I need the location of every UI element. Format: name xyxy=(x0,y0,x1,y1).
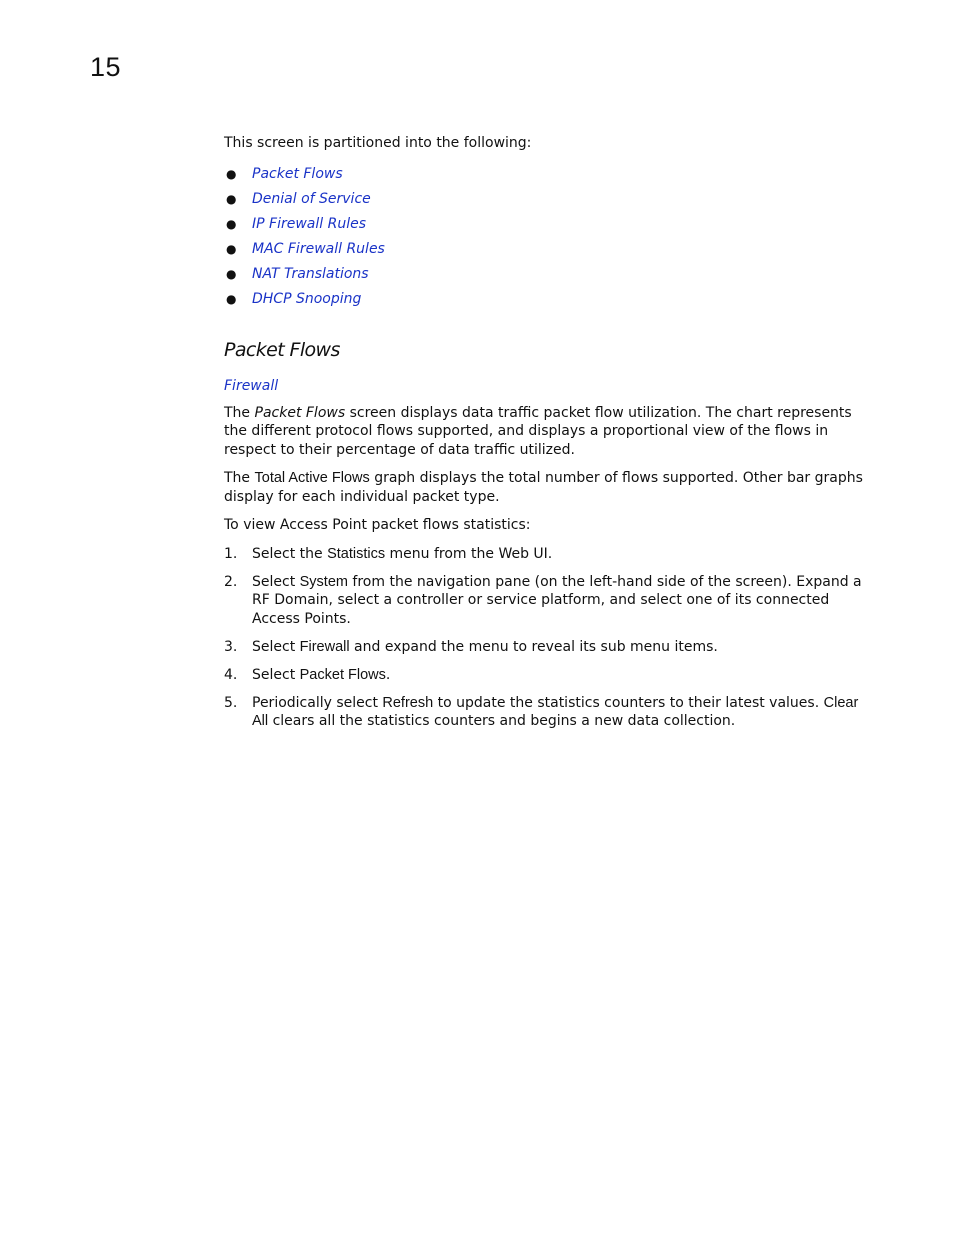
step-text: menu from the Web UI. xyxy=(385,545,553,562)
link-mac-firewall-rules[interactable]: MAC Firewall Rules xyxy=(252,240,385,257)
step-item xyxy=(224,638,874,657)
step-text: Select xyxy=(252,666,300,683)
bullet-icon: ● xyxy=(226,166,237,181)
step-number: 1. xyxy=(224,545,238,562)
ui-term: Refresh xyxy=(382,694,434,711)
step-text: Periodically select xyxy=(252,694,383,711)
step-number: 5. xyxy=(224,694,238,711)
paragraph-text: The xyxy=(224,404,255,421)
chapter-number: 15 xyxy=(90,52,122,82)
intro-text: This screen is partitioned into the following: xyxy=(224,135,532,151)
step-text: clears all the statistics counters and begins a new data collection. xyxy=(268,713,736,729)
step-text: . xyxy=(385,666,391,683)
bullet-icon: ● xyxy=(226,241,237,256)
link-ip-firewall-rules[interactable]: IP Firewall Rules xyxy=(252,215,366,232)
bullet-icon: ● xyxy=(226,291,237,306)
list-item xyxy=(224,187,874,212)
ui-term: Statistics xyxy=(327,545,386,562)
ui-term: System xyxy=(299,573,348,590)
step-number: 2. xyxy=(224,573,238,590)
ui-term: Firewall xyxy=(299,638,350,655)
step-text: and expand the menu to reveal its sub menu items. xyxy=(349,638,718,655)
step-number: 3. xyxy=(224,638,238,655)
step-text: Select xyxy=(252,573,300,590)
step-text: Select the xyxy=(252,545,328,562)
step-number: 4. xyxy=(224,666,238,683)
paragraph xyxy=(224,404,874,460)
step-item xyxy=(224,694,874,731)
paragraph xyxy=(224,469,874,506)
ui-term: Packet Flows xyxy=(299,666,386,683)
link-firewall[interactable]: Firewall xyxy=(224,377,279,394)
step-item xyxy=(224,573,874,629)
link-dhcp-snooping[interactable]: DHCP Snooping xyxy=(252,290,362,307)
bullet-icon: ● xyxy=(226,191,237,206)
list-item xyxy=(224,237,874,262)
link-denial-of-service[interactable]: Denial of Service xyxy=(252,190,371,207)
list-item xyxy=(224,287,874,312)
paragraph-text: screen displays data traffic packet flow utilization. The chart represents the different protocol flows supported, and displays a proportional view of the flows in respect to their percentage of data traffic utilized. xyxy=(224,404,852,458)
step-text: to update the statistics counters to their latest values. xyxy=(433,694,824,711)
list-item xyxy=(224,212,874,237)
screen-name: Packet Flows xyxy=(254,404,346,421)
link-nat-translations[interactable]: NAT Translations xyxy=(252,265,369,282)
list-item xyxy=(224,262,874,287)
step-item xyxy=(224,666,874,685)
step-item xyxy=(224,545,874,564)
section-title: Packet Flows xyxy=(224,338,340,361)
step-text: Select xyxy=(252,638,300,655)
bullet-icon: ● xyxy=(226,216,237,231)
steps-list xyxy=(224,545,874,731)
ui-term: Clear All xyxy=(252,694,859,729)
page-content xyxy=(224,134,874,740)
link-packet-flows[interactable]: Packet Flows xyxy=(252,165,343,182)
list-item xyxy=(224,162,874,187)
ui-term: Total Active Flows xyxy=(254,470,370,486)
bullet-icon: ● xyxy=(226,266,237,281)
paragraph: To view Access Point packet flows statistics: xyxy=(224,517,531,533)
step-text: from the navigation pane (on the left-hand side of the screen). Expand a RF Domain, select a controller or service platform, and select one of its connected Access Points. xyxy=(252,573,862,627)
paragraph-text: The xyxy=(224,470,255,486)
paragraph-text: graph displays the total number of flows supported. Other bar graphs display for each individual packet type. xyxy=(224,470,863,505)
section-list xyxy=(224,162,874,312)
